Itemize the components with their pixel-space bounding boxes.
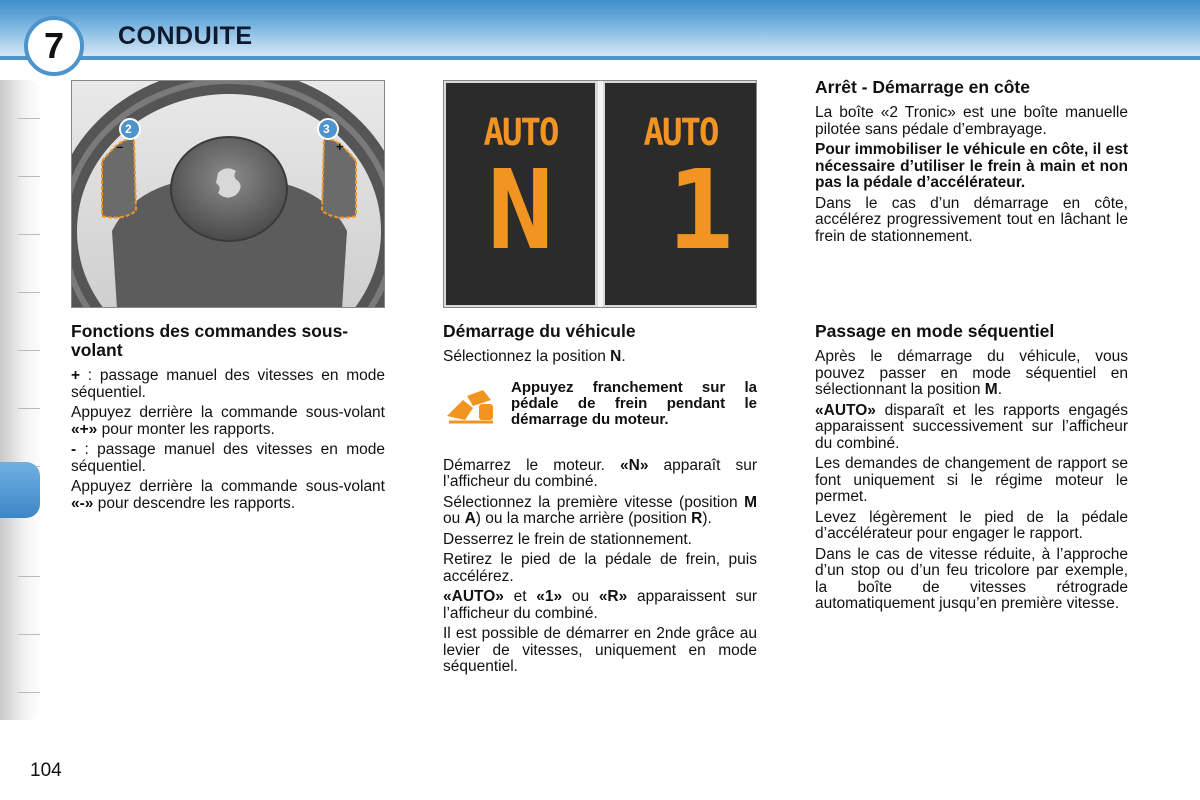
paragraph: Dans le cas d’un démarrage en côte, accélérez progressivement tout en lâchant le frein de stationnement. (815, 194, 1128, 245)
paragraph: Sélectionnez la première vitesse (position M ou A) ou la marche arrière (position R). (443, 493, 757, 527)
section-hill-start (815, 78, 1128, 249)
section-sequential-mode (815, 322, 1128, 617)
chapter-title: CONDUITE (118, 22, 253, 50)
paragraph: Les demandes de changement de rapport se font uniquement si le régime moteur le permet. (815, 455, 1128, 505)
header-rule (0, 56, 1200, 60)
paragraph: La boîte «2 Tronic» est une boîte manuelle pilotée sans pédale d’embrayage. (815, 104, 1128, 138)
paragraph: Sélectionnez la position N. (443, 348, 626, 365)
display-mode-label: AUTO (483, 111, 558, 155)
display-panel-n (446, 83, 595, 305)
display-gear-n: N (487, 146, 554, 274)
active-chapter-tab[interactable] (0, 462, 40, 518)
steering-wheel-drawing (72, 81, 385, 308)
section-vehicle-start (443, 322, 757, 680)
tab-divider (18, 408, 40, 409)
display-panel-1 (605, 83, 756, 305)
display-gear-1: 1 (667, 146, 734, 274)
tab-divider (18, 692, 40, 693)
callout-number: 2 (125, 122, 132, 136)
paragraph: «AUTO» et «1» ou «R» apparaissent sur l’afficheur du combiné. (443, 588, 757, 622)
paragraph: Levez légèrement le pied de la pédale d’accélérateur pour engager le rapport. (815, 508, 1128, 542)
paragraph: Dans le cas de vitesse réduite, à l’approche d’un stop ou d’un feu tricolore par exemple, la boîte de vitesses rétrograde automatiquement jusqu’en première vitesse. (815, 545, 1128, 612)
section-title: Démarrage du véhicule (443, 321, 636, 341)
section-title: Passage en mode séquentiel (815, 321, 1055, 341)
plus-sign: + (336, 139, 344, 154)
tab-divider (18, 176, 40, 177)
section-steering-controls (71, 322, 385, 516)
chapter-tab-strip (0, 80, 42, 720)
steering-wheel-illustration (71, 80, 385, 308)
minus-sign: – (116, 139, 124, 154)
brake-pedal-icon (443, 386, 499, 426)
paragraph: Desserrez le frein de stationnement. (443, 530, 692, 548)
tab-divider (18, 234, 40, 235)
paragraph: - : passage manuel des vitesses en mode séquentiel. (71, 441, 385, 475)
tab-divider (18, 634, 40, 635)
paragraph: + : passage manuel des vitesses en mode séquentiel. (71, 367, 385, 401)
paragraph-emphasis: Pour immobiliser le véhicule en côte, il est nécessaire d’utiliser le frein à main et non pas la pédale d’accélérateur. (815, 141, 1128, 191)
tab-divider (18, 292, 40, 293)
paragraph: «AUTO» disparaît et les rapports engagés apparaissent successivement sur l’afficheur du combiné. (815, 401, 1128, 452)
tab-divider (18, 118, 40, 119)
paragraph: Après le démarrage du véhicule, vous pouvez passer en mode séquentiel en sélectionnant la position M. (815, 348, 1128, 398)
warning-text: Appuyez franchement sur la pédale de frein pendant le démarrage du moteur. (511, 378, 757, 428)
tab-divider (18, 350, 40, 351)
tab-divider (18, 576, 40, 577)
page-number: 104 (30, 760, 62, 781)
section-title: Arrêt - Démarrage en côte (815, 77, 1030, 97)
paragraph: Retirez le pied de la pédale de frein, puis accélérez. (443, 551, 757, 585)
warning-box (443, 380, 757, 444)
paragraph: Appuyez derrière la commande sous-volant «+» pour monter les rapports. (71, 404, 385, 438)
display-separator (598, 81, 603, 308)
paragraph: Appuyez derrière la commande sous-volant «-» pour descendre les rapports. (71, 478, 385, 512)
callout-number: 3 (323, 122, 330, 136)
paragraph: Démarrez le moteur. «N» apparaît sur l’afficheur du combiné. (443, 456, 757, 490)
display-mode-label: AUTO (643, 111, 718, 155)
gearbox-display-illustration (443, 80, 757, 308)
section-title: Fonctions des commandes sous-volant (71, 321, 349, 360)
chapter-number-badge: 7 (24, 16, 84, 76)
paragraph: Il est possible de démarrer en 2nde grâce au levier de vitesses, uniquement en mode séquentiel. (443, 625, 757, 675)
